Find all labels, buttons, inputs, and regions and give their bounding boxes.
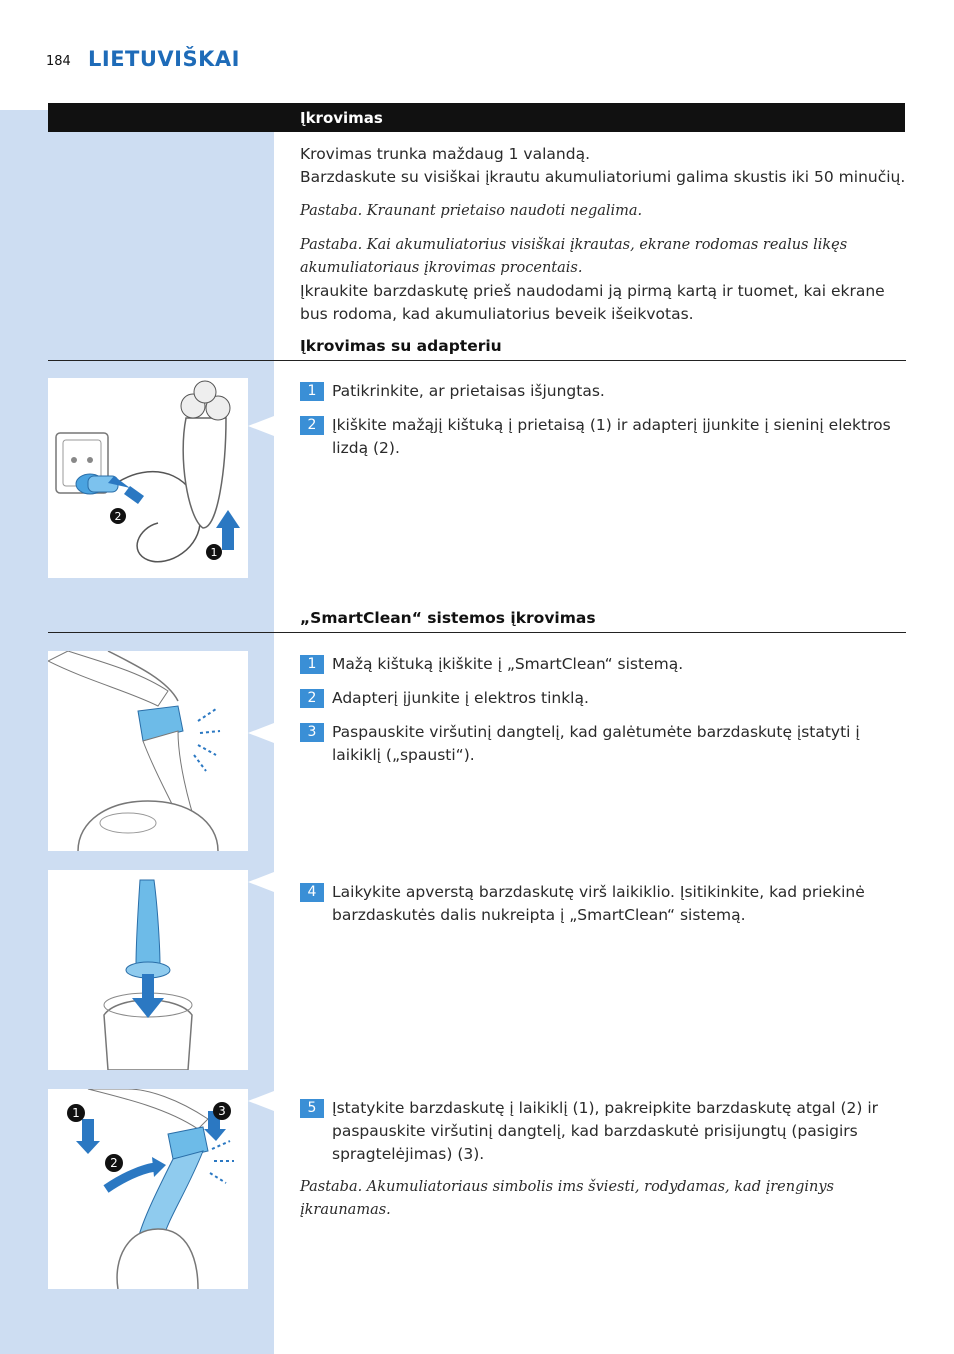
figure-label-2: 2 <box>114 510 122 523</box>
divider <box>48 632 906 633</box>
smartclean-step-2 <box>300 687 906 710</box>
step-number: 1 <box>300 382 324 401</box>
intro-line-2: Barzdaskute su visiškai įkrautu akumuliatoriumi galima skustis iki 50 minučių. <box>300 168 906 186</box>
step-text: Laikykite apverstą barzdaskutę virš laikiklio. Įsitikinkite, kad priekinė barzdaskutės dalis nukreipta į „SmartClean“ sistemą. <box>332 883 865 924</box>
language-title: LIETUVIŠKAI <box>88 47 240 71</box>
step-text: Patikrinkite, ar prietaisas išjungtas. <box>332 382 605 400</box>
section-title: Įkrovimas <box>300 109 383 127</box>
smartclean-section-title: „SmartClean“ sistemos įkrovimas <box>300 609 596 627</box>
step-number: 2 <box>300 689 324 708</box>
figure-pointer <box>248 723 274 743</box>
adapter-step-2 <box>300 414 906 460</box>
note-1: Pastaba. Kraunant prietaiso naudoti negalima. <box>300 203 643 219</box>
smartclean-note: Pastaba. Akumuliatoriaus simbolis ims šviesti, rodydamas, kad įrenginys įkraunamas. <box>300 1179 834 1218</box>
smartclean-step-5 <box>300 1097 906 1166</box>
figure-label-1: 1 <box>72 1106 80 1120</box>
step-number: 1 <box>300 655 324 674</box>
figure-smartclean-lock-shaver <box>48 1089 248 1289</box>
figure-label-2: 2 <box>110 1156 118 1170</box>
note-2: Pastaba. Kai akumuliatorius visiškai įkrautas, ekrane rodomas realus likęs akumuliatoriaus įkrovimas procentais. <box>300 237 848 276</box>
smartclean-step-4 <box>300 881 906 927</box>
note-2-block <box>300 234 906 326</box>
step-text: Įstatykite barzdaskutę į laikiklį (1), pakreipkite barzdaskutę atgal (2) ir paspauskite viršutinį dangtelį, kad barzdaskutė prisijungtų (pasigirs spragtelėjimas) (3). <box>332 1099 879 1163</box>
step-text: Mažą kištuką įkiškite į „SmartClean“ sistemą. <box>332 655 684 673</box>
step-number: 3 <box>300 723 324 742</box>
figure-pointer <box>248 416 274 436</box>
figure-label-1: 1 <box>210 546 218 559</box>
step-number: 4 <box>300 883 324 902</box>
adapter-step-1 <box>300 380 906 403</box>
step-text: Adapterį įjunkite į elektros tinklą. <box>332 689 589 707</box>
figure-smartclean-press-lid <box>48 651 248 851</box>
section-header-bar <box>48 103 905 132</box>
figure-pointer <box>248 872 274 892</box>
figure-adapter-charging <box>48 378 248 578</box>
figure-smartclean-insert-shaver <box>48 870 248 1070</box>
intro-paragraph <box>300 143 906 189</box>
step-number: 5 <box>300 1099 324 1118</box>
figure-pointer <box>248 1091 274 1111</box>
step-text: Paspauskite viršutinį dangtelį, kad galėtumėte barzdaskutę įstatyti į laikiklį („spausti“). <box>332 723 860 764</box>
step-text: Įkiškite mažąjį kištuką į prietaisą (1) ir adapterį įjunkite į sieninį elektros lizdą (2). <box>332 416 891 457</box>
adapter-section-title: Įkrovimas su adapteriu <box>300 337 502 355</box>
smartclean-step-3 <box>300 721 906 767</box>
step-number: 2 <box>300 416 324 435</box>
smartclean-step-1 <box>300 653 906 676</box>
intro-line-1: Krovimas trunka maždaug 1 valandą. <box>300 145 590 163</box>
intro-line-3: Įkraukite barzdaskutę prieš naudodami ją pirmą kartą ir tuomet, kai ekrane bus rodoma, kad akumuliatorius beveik išeikvotas. <box>300 282 885 323</box>
figure-label-3: 3 <box>218 1104 226 1118</box>
page-number: 184 <box>46 54 71 69</box>
divider <box>48 360 906 361</box>
